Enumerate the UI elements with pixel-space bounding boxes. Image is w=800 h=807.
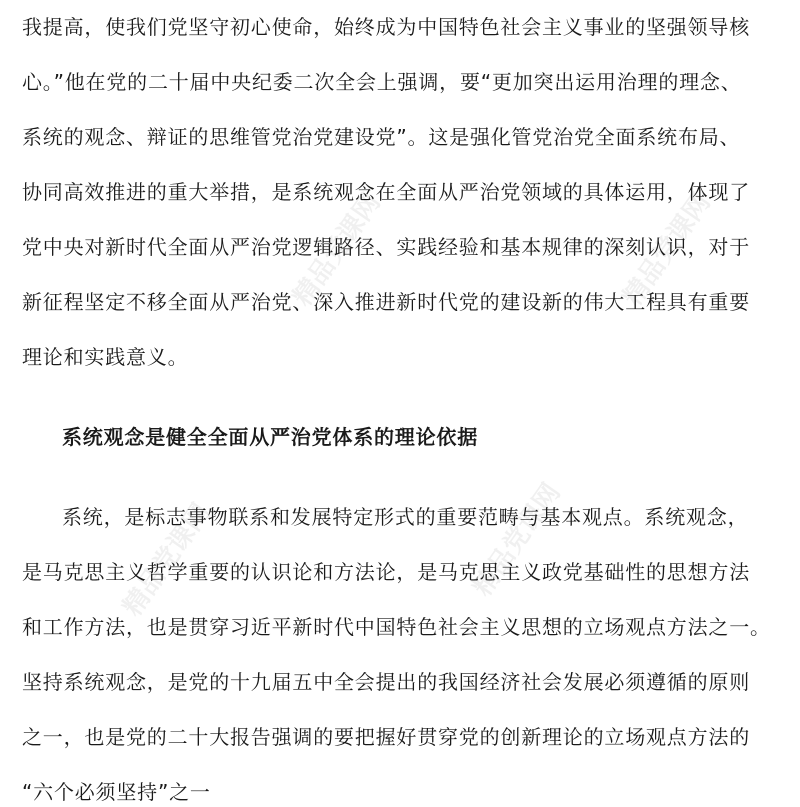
paragraph-line: 我提高，使我们党坚守初心使命，始终成为中国特色社会主义事业的坚强领导核 xyxy=(22,15,750,39)
paragraph-line: 系统，是标志事物联系和发展特定形式的重要范畴与基本观点。系统观念， xyxy=(62,505,749,529)
paragraph-line: 坚持系统观念，是党的十九届五中全会提出的我国经济社会发展必须遵循的原则 xyxy=(22,670,750,694)
paragraph-line: 和工作方法，也是贯穿习近平新时代中国特色社会主义思想的立场观点方法之一。 xyxy=(22,615,771,639)
section-heading: 系统观念是健全全面从严治党体系的理论依据 xyxy=(62,425,478,449)
paragraph-line: 新征程坚定不移全面从严治党、深入推进新时代党的建设新的伟大工程具有重要 xyxy=(22,290,750,314)
watermark: 精品党课网 xyxy=(467,478,567,602)
watermark: 精品党课网 xyxy=(617,188,717,312)
paragraph-line: 是马克思主义哲学重要的认识论和方法论，是马克思主义政党基础性的思想方法 xyxy=(22,560,750,584)
paragraph-line: 系统的观念、辩证的思维管党治党建设党”。这是强化管党治党全面系统布局、 xyxy=(22,125,741,149)
paragraph-line: 心。”他在党的二十届中央纪委二次全会上强调，要“更加突出运用治理的理念、 xyxy=(22,70,742,94)
paragraph-line: 党中央对新时代全面从严治党逻辑路径、实践经验和基本规律的深刻认识，对于 xyxy=(22,235,750,259)
paragraph-line: 理论和实践意义。 xyxy=(22,345,189,369)
watermark: 精品党课网 xyxy=(117,498,217,622)
paragraph-line: 协同高效推进的重大举措，是系统观念在全面从严治党领域的具体运用，体现了 xyxy=(22,180,750,204)
watermark: 精品党课网 xyxy=(287,188,387,312)
paragraph-line: “六个必须坚持”之一 xyxy=(22,780,211,804)
paragraph-line: 之一，也是党的二十大报告强调的要把握好贯穿党的创新理论的立场观点方法的 xyxy=(22,725,750,749)
